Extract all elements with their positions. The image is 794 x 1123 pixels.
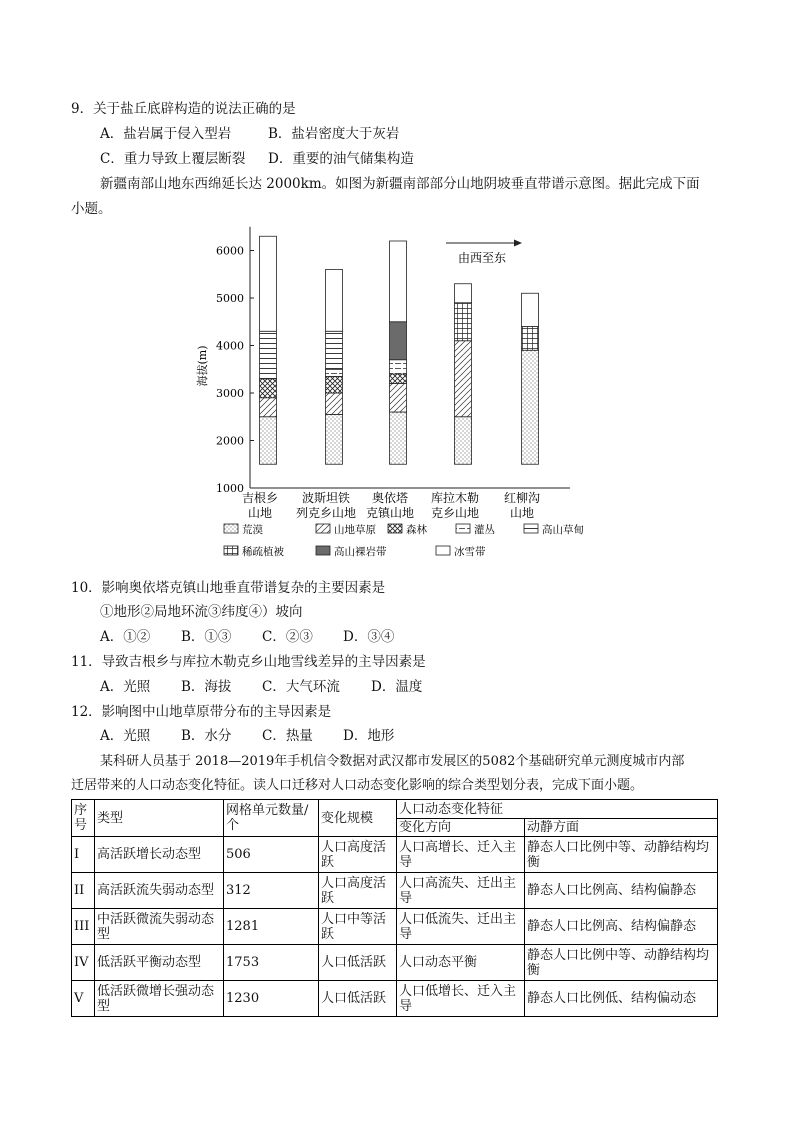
header-direction: 变化方向 <box>397 819 525 837</box>
direction-arrowhead <box>514 240 522 247</box>
cell-count: 312 <box>224 873 319 909</box>
header-scale: 变化规模 <box>319 800 397 837</box>
legend-item <box>388 523 427 536</box>
cell-scale: 人口高度活跃 <box>319 837 397 873</box>
cell-static: 静态人口比例高、结构偏静态 <box>525 873 718 909</box>
cell-type: 高活跃增长动态型 <box>95 837 224 873</box>
segment-desert <box>455 417 472 465</box>
q12-option-b: B．水分 <box>181 728 232 744</box>
table-row <box>72 945 718 981</box>
segment-snow <box>326 270 343 332</box>
cell-count: 1281 <box>224 909 319 945</box>
x-label-line2: 克镇山地 <box>365 506 415 520</box>
cell-direction: 人口低流失、迁出主导 <box>397 909 525 945</box>
cell-type: 中活跃微流失弱动态型 <box>95 909 224 945</box>
x-label-line1: 奥依塔 <box>371 491 409 505</box>
segment-desert <box>326 414 343 464</box>
q9-option-d: D．重要的油气储集构造 <box>268 151 414 167</box>
q9-option-b: B．盐岩密度大于灰岩 <box>268 126 400 142</box>
vertical-zonation-chart <box>190 226 620 576</box>
cell-scale: 人口高度活跃 <box>319 873 397 909</box>
q9-stem: 9．关于盐丘底辟构造的说法正确的是 <box>71 101 296 117</box>
y-tick-label: 4000 <box>216 339 244 353</box>
q9-option-a: A．盐岩属于侵入型岩 <box>100 126 232 142</box>
table-header-row <box>72 800 718 819</box>
y-tick-label: 1000 <box>216 482 244 495</box>
q11-option-b: B．海拔 <box>181 679 232 695</box>
segment-sparse <box>522 327 539 351</box>
mountain-column <box>390 241 407 464</box>
segment-grassland <box>455 341 472 417</box>
segment-sparse <box>455 303 472 341</box>
q12-option-a: A．光照 <box>100 728 151 744</box>
segment-snow <box>522 293 539 326</box>
legend-item <box>316 523 376 536</box>
legend-swatch <box>388 524 402 533</box>
q11-option-d: D．温度 <box>371 679 423 695</box>
legend-swatch <box>456 524 470 533</box>
legend-label: 高山裸岩带 <box>334 546 387 558</box>
segment-snow <box>455 284 472 303</box>
cell-scale: 人口低活跃 <box>319 945 397 981</box>
y-tick-label: 6000 <box>216 244 244 258</box>
segment-desert <box>390 412 407 464</box>
q12-option-c: C．热量 <box>262 728 313 744</box>
q11-stem: 11．导致吉根乡与库拉木勒克乡山地雪线差异的主导因素是 <box>71 654 426 670</box>
q10-stem: 10．影响奥依塔克镇山地垂直带谱复杂的主要因素是 <box>71 580 386 596</box>
q10-option-d: D．③④ <box>343 629 395 645</box>
header-no: 序号 <box>72 800 95 837</box>
segment-forest <box>390 374 407 384</box>
table-row <box>72 909 718 945</box>
cell-static: 静态人口比例低、结构偏动态 <box>525 981 718 1017</box>
legend-swatch <box>436 546 450 555</box>
segment-grassland <box>260 398 277 417</box>
cell-static: 静态人口比例高、结构偏静态 <box>525 909 718 945</box>
header-feature: 人口动态变化特征 <box>397 800 718 819</box>
legend-label: 森林 <box>406 524 427 536</box>
y-axis-label: 海拔(m) <box>196 345 209 387</box>
x-label-line1: 波斯坦铁 <box>301 491 351 505</box>
q10-option-c: C．②③ <box>262 629 313 645</box>
direction-annotation <box>446 240 522 266</box>
segment-meadow <box>326 331 343 369</box>
y-tick-label: 2000 <box>216 434 244 448</box>
x-label-line1: 红柳沟 <box>503 491 541 505</box>
cell-no: III <box>72 909 95 945</box>
x-label-line2: 列克乡山地 <box>295 506 357 520</box>
segment-snow <box>390 241 407 322</box>
columns <box>260 236 539 464</box>
legend-item <box>524 523 584 536</box>
segment-grassland <box>326 393 343 414</box>
segment-desert <box>260 417 277 465</box>
intro1-line2: 小题。 <box>71 201 112 217</box>
cell-no: IV <box>72 945 95 981</box>
cell-count: 1753 <box>224 945 319 981</box>
header-static: 动静方面 <box>525 819 718 837</box>
cell-static: 静态人口比例中等、动静结构均衡 <box>525 837 718 873</box>
q11-option-a: A．光照 <box>100 679 151 695</box>
q9-option-c: C．重力导致上覆层断裂 <box>100 151 246 167</box>
intro1-line1: 新疆南部山地东西绵延长达 2000km。如图为新疆南部部分山地阴坡垂直带谱示意图。据此完成下面 <box>100 176 700 192</box>
legend-swatch <box>316 524 330 533</box>
x-axis-labels <box>242 490 540 520</box>
legend-swatch <box>224 524 238 533</box>
table-row <box>72 837 718 873</box>
legend-label: 山地草原 <box>334 524 376 536</box>
q10-sub: ①地形②局地环流③纬度④）坡向 <box>100 604 303 620</box>
x-label-line2: 山地 <box>509 506 535 520</box>
chart-legend <box>224 523 584 558</box>
legend-label: 冰雪带 <box>454 546 486 558</box>
q12-stem: 12．影响图中山地草原带分布的主导因素是 <box>71 704 332 720</box>
segment-grassland <box>390 384 407 413</box>
legend-label: 荒漠 <box>242 524 263 536</box>
cell-direction: 人口高增长、迁入主导 <box>397 837 525 873</box>
legend-item <box>224 545 284 558</box>
mountain-column <box>326 270 343 465</box>
cell-scale: 人口低活跃 <box>319 981 397 1017</box>
cell-count: 1230 <box>224 981 319 1017</box>
intro2-line1: 某科研人员基于 2018—2019年手机信令数据对武汉都市发展区的5082个基础研究单元测度城市内部 <box>100 754 685 769</box>
segment-forest <box>260 379 277 398</box>
legend-swatch <box>316 546 330 555</box>
segment-bare <box>390 322 407 360</box>
legend-swatch <box>224 546 238 555</box>
cell-scale: 人口中等活跃 <box>319 909 397 945</box>
legend-item <box>316 545 387 558</box>
x-label-line2: 克乡山地 <box>430 506 480 520</box>
cell-count: 506 <box>224 837 319 873</box>
q12-option-d: D．地形 <box>343 728 395 744</box>
segment-snow <box>260 236 277 331</box>
segment-shrub <box>326 369 343 376</box>
q11-option-c: C．大气环流 <box>262 679 340 695</box>
cell-no: I <box>72 837 95 873</box>
cell-type: 高活跃流失弱动态型 <box>95 873 224 909</box>
cell-no: V <box>72 981 95 1017</box>
cell-direction: 人口动态平衡 <box>397 945 525 981</box>
mountain-column <box>522 293 539 464</box>
cell-direction: 人口低增长、迁入主导 <box>397 981 525 1017</box>
q10-option-a: A．①② <box>100 629 151 645</box>
legend-label: 灌丛 <box>474 524 495 536</box>
segment-forest <box>326 376 343 393</box>
cell-static: 静态人口比例中等、动静结构均衡 <box>525 945 718 981</box>
segment-shrub <box>390 360 407 374</box>
legend-label: 高山草甸 <box>542 524 584 536</box>
y-tick-label: 5000 <box>216 292 244 305</box>
legend-item <box>456 523 495 536</box>
table-row <box>72 873 718 909</box>
population-type-table <box>71 799 718 1017</box>
legend-item <box>224 523 263 536</box>
x-label-line1: 吉根乡 <box>241 491 279 505</box>
legend-label: 稀疏植被 <box>242 546 284 558</box>
legend-item <box>436 545 486 558</box>
legend-swatch <box>524 524 538 533</box>
q10-option-b: B．①③ <box>181 629 232 645</box>
x-label-line1: 库拉木勒 <box>430 491 480 505</box>
direction-label: 由西至东 <box>458 251 507 265</box>
cell-type: 低活跃平衡动态型 <box>95 945 224 981</box>
cell-direction: 人口高流失、迁出主导 <box>397 873 525 909</box>
cell-no: II <box>72 873 95 909</box>
table-row <box>72 981 718 1017</box>
y-tick-label: 3000 <box>216 387 244 400</box>
mountain-column <box>260 236 277 464</box>
cell-type: 低活跃微增长强动态型 <box>95 981 224 1017</box>
header-type: 类型 <box>95 800 224 837</box>
x-label-line2: 山地 <box>247 506 273 520</box>
mountain-column <box>455 284 472 465</box>
header-count: 网格单元数量/个 <box>224 800 319 837</box>
intro2-line2: 迁居带来的人口动态变化特征。读人口迁移对人口动态变化影响的综合类型划分表，完成下面小题。 <box>71 778 644 793</box>
segment-meadow <box>260 331 277 379</box>
segment-desert <box>522 350 539 464</box>
